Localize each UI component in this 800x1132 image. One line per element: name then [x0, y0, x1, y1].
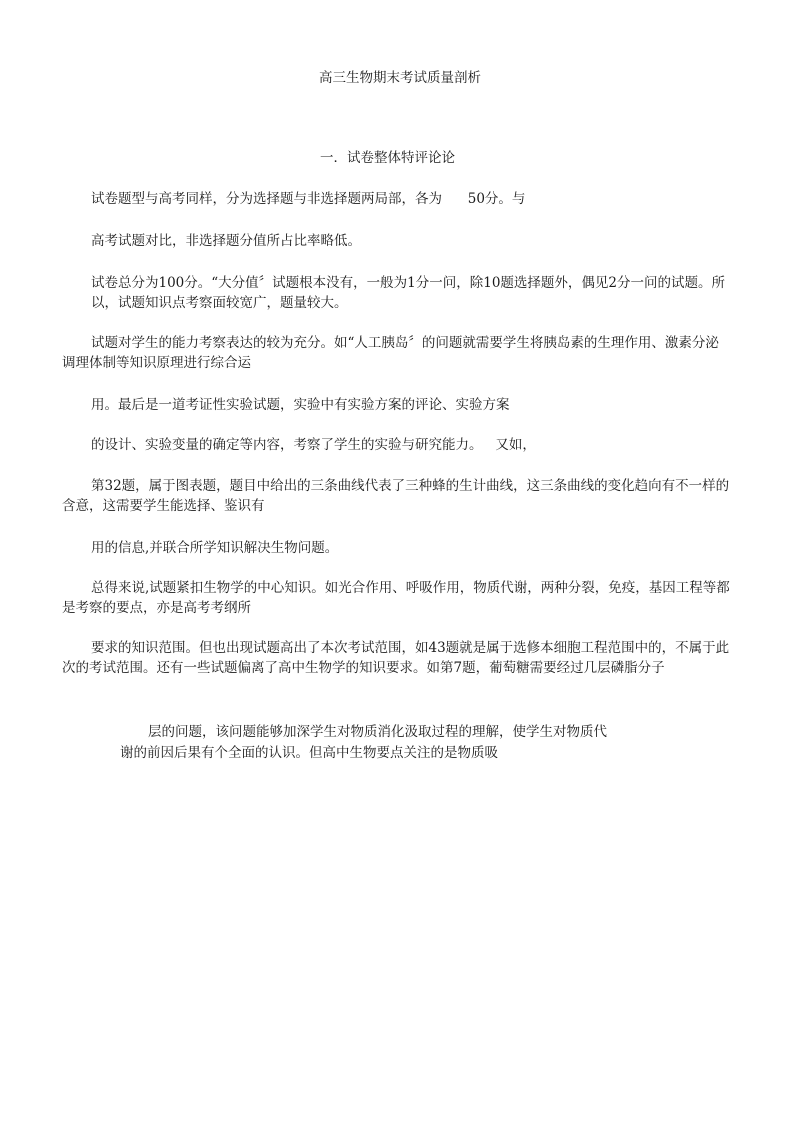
document-title: 高三生物期末考试质量剖析: [319, 70, 481, 86]
paragraph-8: 用的信息,并联合所学知识解决生物问题。: [91, 540, 339, 556]
paragraph-3: [62, 273, 730, 313]
paragraph-1: 试卷题型与高考同样，分为选择题与非选择题两局部，各为 50分。与: [91, 191, 526, 207]
paragraph-11: 层的问题，该问题能够加深学生对物质消化汲取过程的理解，使学生对物质代: [148, 724, 607, 740]
paragraph-2: 高考试题对比，非选择题分值所占比率略低。: [91, 233, 361, 249]
paragraph-3-text: 试卷总分为100分。“大分值〞试题根本没有，一般为1分一问，除10题选择题外，偶见2分一问的试题。所以，试题知识点考察面较宽广，题量较大。: [91, 275, 726, 311]
paragraph-5: 用。最后是一道考证性实验试题，实验中有实验方案的评论、实验方案: [91, 397, 510, 413]
paragraph-9: 总得来说,试题紧扣生物学的中心知识。如光合作用、呼吸作用，物质代谢，两种分裂，免疫，基因工程等都是考察的要点，亦是高考考纲所: [62, 580, 730, 616]
paragraph-7: 第32题，属于图表题，题目中给出的三条曲线代表了三种蜂的生计曲线，这三条曲线的变化趋向有不一样的含意，这需要学生能选择、鉴识有: [62, 478, 730, 514]
paragraph-12: 谢的前因后果有个全面的认识。但高中生物要点关注的是物质吸: [120, 745, 498, 761]
paragraph-6: 的设计、实验变量的确定等内容，考察了学生的实验与研究能力。 又如，: [91, 437, 536, 453]
section-heading: 一．试卷整体特评论论: [320, 150, 455, 166]
paragraph-4: 试题对学生的能力考察表达的较为充分。如“人工胰岛〞的问题就需要学生将胰岛素的生理作用、激素分泌调理体制等知识原理进行综合运: [62, 335, 719, 371]
paragraph-10: 要求的知识范围。但也出现试题高出了本次考试范围，如43题就是属于选修本细胞工程范围中的，不属于此次的考试范围。还有一些试题偏离了高中生物学的知识要求。如第7题，葡萄糖需要经过几层磷脂分子: [62, 640, 730, 676]
